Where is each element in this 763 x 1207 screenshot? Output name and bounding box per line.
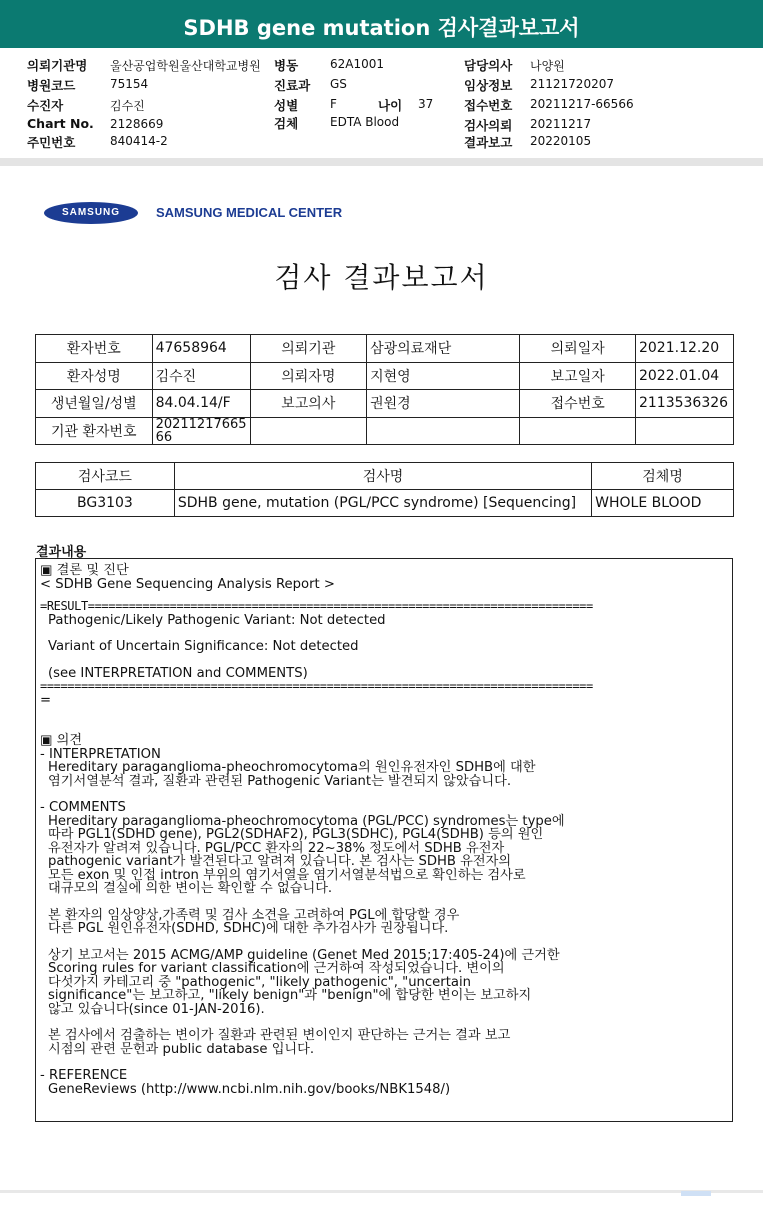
header-value: 나양원 [530,59,565,73]
result-line: Pathogenic/Likely Pathogenic Variant: Not detected [48,612,386,628]
result-line: ▣ 의견 [40,733,83,748]
header-value: 37 [418,97,434,111]
result-line: 않고 있습니다(since 01-JAN-2016). [48,1001,265,1017]
table-row [36,362,734,390]
table-cell: 2113536326 [635,390,733,418]
table-cell: 지현영 [367,362,520,390]
header-label: 나이 [378,98,403,113]
table-cell [635,417,733,445]
scroll-indicator[interactable] [681,1191,711,1196]
result-line: Hereditary paraganglioma-pheochromocytoma (PGL/PCC) syndromes는 type에 [48,813,565,829]
header-label: 검사의뢰 [464,118,513,133]
result-line: significance"는 보고하고, "likely benign"과 "benign"에 합당한 변이는 보고하지 [48,988,532,1003]
center-name: SAMSUNG MEDICAL CENTER [156,205,343,220]
header-label: 검체 [274,116,299,131]
table-cell: 보고의사 [250,390,367,418]
table-header: 검사코드 [36,463,175,490]
report-title: SDHB gene mutation 검사결과보고서 [183,16,580,40]
header-value: 20211217-66566 [530,97,634,111]
header-value: 김수진 [110,99,145,113]
table-cell [250,417,367,445]
table-cell: 보고일자 [520,362,636,390]
result-line: pathogenic variant가 발견된다고 알려져 있습니다. 본 검사는 SDHB 유전자의 [48,854,512,869]
header-value: 20220105 [530,134,592,148]
table-row [36,335,734,363]
table-cell: 권원경 [367,390,520,418]
result-section-title: 결과내용 [36,545,87,560]
header-value: 75154 [110,77,149,91]
table-cell: 2022.01.04 [635,362,733,390]
result-line: 시점의 관련 문헌과 public database 입니다. [48,1041,315,1057]
result-line: Variant of Uncertain Significance: Not detected [48,639,359,654]
table-row [36,390,734,418]
table-row [36,463,734,490]
table-cell [152,417,250,445]
header-label: 의뢰기관명 [27,58,88,73]
result-line: 염기서열분석 결과, 질환과 관련된 Pathogenic Variant는 발견되지 않았습니다. [48,773,512,789]
result-line: GeneReviews (http://www.ncbi.nlm.nih.gov/books/NBK1548/) [48,1081,451,1097]
header-value: 62A1001 [330,57,385,71]
result-line: 모든 exon 및 인접 intron 부위의 염기서열을 염기서열분석법으로 확인하는 검사로 [48,867,526,883]
header-value: F [330,97,337,111]
table-cell: WHOLE BLOOD [592,490,734,517]
header-value: 20211217 [530,117,592,131]
table-cell [367,417,520,445]
table-row [36,490,734,517]
result-line: 본 검사에서 검출하는 변이가 질환과 관련된 변이인지 판단하는 근거는 결과 보고 [48,1028,511,1043]
table-cell: 김수진 [152,362,250,390]
result-line: 상기 보고서는 2015 ACMG/AMP guideline (Genet Med 2015;17:405-24)에 근거한 [48,947,560,963]
logo-text: SAMSUNG [61,207,121,218]
header-value: 840414-2 [110,134,168,148]
table-cell: 환자성명 [36,362,153,390]
header-label: 담당의사 [464,58,513,73]
patient-info-table [35,334,734,445]
table-cell: 환자번호 [36,335,153,363]
result-line: 다른 PGL 원인유전자(SDHD, SDHC)에 대한 추가검사가 권장됩니다. [48,921,449,936]
header-value: GS [330,77,347,91]
header-label: 성별 [274,98,299,113]
result-line: - REFERENCE [40,1068,128,1083]
bottom-rule [0,1190,763,1193]
table-cell: 삼광의료재단 [367,335,520,363]
header-value: EDTA Blood [330,115,400,129]
header-label: 수진자 [27,98,64,113]
table-cell: 기관 환자번호 [36,417,153,445]
result-line: 본 환자의 임상양상,가족력 및 검사 소견을 고려하여 PGL에 합당할 경우 [48,907,460,923]
header-separator [0,158,763,166]
result-line: = [40,692,52,708]
result-line: - COMMENTS [40,800,126,815]
document-title: 검사 결과보고서 [274,261,489,294]
header-label: 임상정보 [464,78,513,93]
result-line: 유전자가 알려져 있습니다. PGL/PCC 환자의 22~38% 정도에서 SDHB 유전자 [48,840,505,856]
result-line: Hereditary paraganglioma-pheochromocytoma의 원인유전자인 SDHB에 대한 [48,760,536,775]
header-value: 2128669 [110,117,164,131]
header-label: Chart No. [27,116,94,131]
report-title-bar [0,0,763,48]
header-value: 21121720207 [530,77,614,91]
header-label: 진료과 [274,78,311,93]
table-cell: 2021.12.20 [635,335,733,363]
table-row [36,417,734,445]
header-label: 병원코드 [27,78,76,93]
result-line: 따라 PGL1(SDHD gene), PGL2(SDHAF2), PGL3(SDHC), PGL4(SDHB) 등의 원인 [48,827,544,842]
result-line: Scoring rules for variant classification에 근거하여 작성되었습니다. 변이의 [48,961,505,976]
result-line: =RESULT========================================================================== [40,599,593,613]
table-cell: SDHB gene, mutation (PGL/PCC syndrome) [Sequencing] [174,490,591,517]
table-cell: BG3103 [36,490,175,517]
table-cell: 생년월일/성별 [36,390,153,418]
table-cell: 의뢰자명 [250,362,367,390]
table-header: 검체명 [592,463,734,490]
result-line: (see INTERPRETATION and COMMENTS) [48,665,308,681]
result-line: 대규모의 결실에 의한 변이는 확인할 수 없습니다. [48,881,333,896]
samsung-logo [44,202,138,224]
table-cell: 47658964 [152,335,250,363]
inst-no-line: 66 [155,429,173,445]
table-cell: 의뢰기관 [250,335,367,363]
result-content-box [35,558,733,1122]
table-cell: 의뢰일자 [520,335,636,363]
header-label: 병동 [274,58,299,73]
table-cell: 84.04.14/F [152,390,250,418]
header-label: 주민번호 [27,135,76,150]
table-header: 검사명 [174,463,591,490]
result-line: ▣ 결론 및 진단 [40,563,129,578]
header-value: 울산공업학원울산대학교병원 [110,59,261,73]
result-line: ================================================================================= [40,679,593,693]
inst-no-line: 20211217665 [155,416,247,432]
result-line: 다섯가지 카테고리 중 "pathogenic", "likely pathogenic", "uncertain [48,974,471,990]
result-line: < SDHB Gene Sequencing Analysis Report > [40,576,335,592]
table-cell [520,417,636,445]
test-table [35,462,734,517]
header-label: 결과보고 [464,135,513,150]
header-label: 접수번호 [464,98,513,113]
result-line: - INTERPRETATION [40,746,161,762]
table-cell: 접수번호 [520,390,636,418]
